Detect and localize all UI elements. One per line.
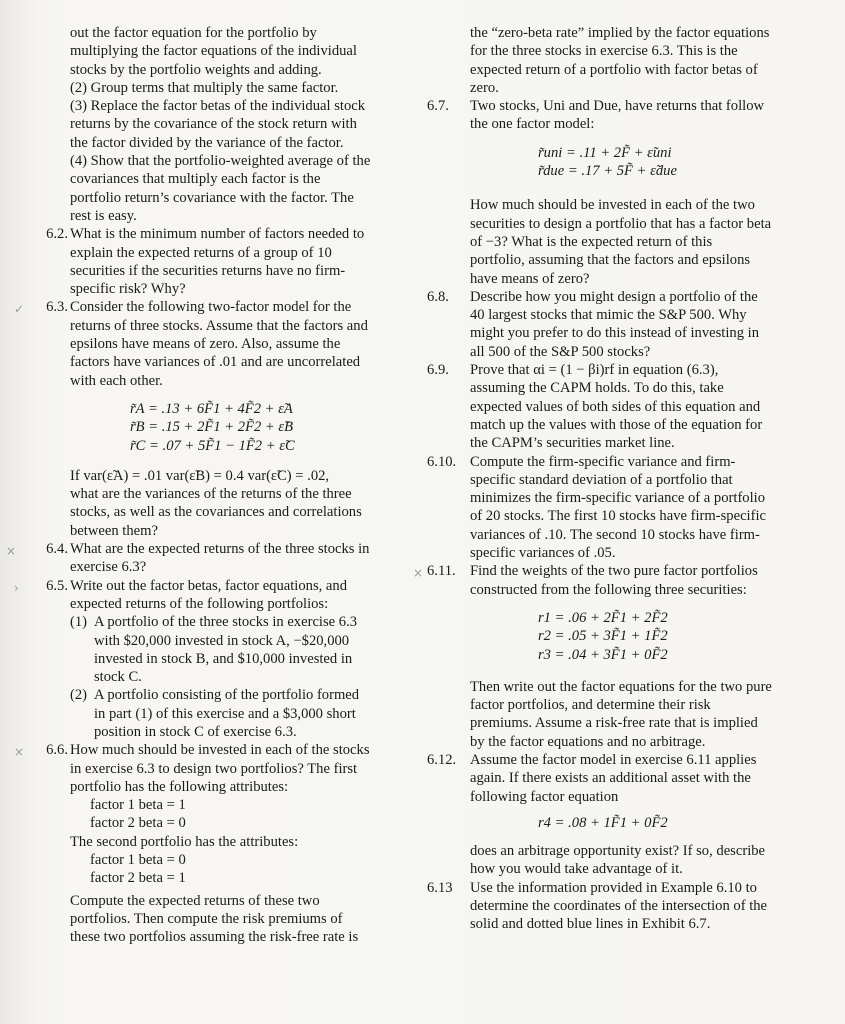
text-line: What is the minimum number of factors needed to <box>70 226 365 243</box>
text-line: Prove that αi = (1 − βi)rf in equation (6.3), <box>470 362 719 379</box>
attribute-list <box>70 851 412 888</box>
attribute-line: factor 2 beta = 0 <box>90 815 186 832</box>
equation-block <box>470 609 815 664</box>
text-line: How much should be invested in each of the stocks <box>70 742 370 759</box>
text-line: how you would take advantage of it. <box>470 861 683 878</box>
sub-item <box>70 613 412 686</box>
cross-mark-icon: × <box>14 745 25 760</box>
text-line: factor portfolios, and determine their risk <box>470 697 711 714</box>
text-line: all 500 of the S&P 500 stocks? <box>470 343 651 360</box>
exercise-number: 6.2. <box>46 226 68 243</box>
equation: r̃due = .17 + 5F̃ + ε̃due <box>538 163 677 180</box>
exercise-6-8 <box>423 288 815 361</box>
text-line: portfolio, assuming that the factors and epsilons <box>470 252 751 269</box>
equation-block <box>70 400 412 455</box>
text-line: returns of three stocks. Assume that the factors and <box>70 317 368 334</box>
text-line: for the three stocks in exercise 6.3. This is the <box>470 43 738 60</box>
exercise-number: 6.6. <box>46 742 68 759</box>
sub-item-label: (2) <box>70 687 88 704</box>
text-line: The second portfolio has the attributes: <box>70 833 299 850</box>
left-column <box>6 24 412 947</box>
text-line: What are the expected returns of the three stocks in <box>70 541 370 558</box>
exercise-number: 6.4. <box>46 541 68 558</box>
text-line: of −3? What is the expected return of this <box>470 233 713 250</box>
text-line: the “zero-beta rate” implied by the factor equations <box>470 25 770 41</box>
equation: r̃C = .07 + 5F̃1 − 1F̃2 + ε̃C <box>130 437 295 454</box>
text-line: with each other. <box>70 372 163 389</box>
sub-item-label: (1) <box>70 614 88 631</box>
text-line: epsilons have means of zero. Also, assume the <box>70 336 341 353</box>
text-line: portfolio return’s covariance with the factor. The <box>70 189 354 206</box>
text-line: securities if the securities returns have no firm- <box>70 262 346 279</box>
text-line: position in stock C of exercise 6.3. <box>94 723 297 740</box>
text-line: 40 largest stocks that mimic the S&P 500. Why <box>470 307 747 324</box>
attribute-list <box>70 796 412 833</box>
check-mark-icon: ✓ <box>14 302 25 317</box>
text-line: (4) Show that the portfolio-weighted average of the <box>70 153 371 170</box>
text-line: (2) Group terms that multiply the same factor. <box>70 79 339 96</box>
equation: r̃A = .13 + 6F̃1 + 4F̃2 + ε̃A <box>130 400 293 417</box>
text-line: If var(ε̃A) = .01 var(ε̃B) = 0.4 var(ε̃C) = .02, <box>70 467 330 484</box>
cross-mark-icon: × <box>413 566 424 581</box>
attribute-line: factor 2 beta = 1 <box>90 870 186 887</box>
text-line: variances of .10. The second 10 stocks have firm- <box>470 526 760 543</box>
text-line: following factor equation <box>470 788 619 805</box>
exercise-6-2 <box>40 225 412 298</box>
text-line: Find the weights of the two pure factor portfolios <box>470 563 758 580</box>
exercise-6-13 <box>423 879 815 934</box>
exercise-6-10 <box>423 453 815 563</box>
equation: r3 = .04 + 3F̃1 + 0F̃2 <box>538 646 668 663</box>
text-line: (3) Replace the factor betas of the individual stock <box>70 98 366 115</box>
text-line: stocks by the portfolio weights and adding. <box>70 61 322 78</box>
text-line: out the factor equation for the portfolio by <box>70 25 317 41</box>
right-column <box>413 24 815 934</box>
equation: r4 = .08 + 1F̃1 + 0F̃2 <box>538 814 668 831</box>
exercise-number: 6.7. <box>427 98 449 115</box>
text-line: Consider the following two-factor model for the <box>70 299 352 316</box>
attribute-line: factor 1 beta = 0 <box>90 852 186 869</box>
text-line: rest is easy. <box>70 207 137 224</box>
intro-paragraph <box>70 24 412 225</box>
text-line: specific variances of .05. <box>470 545 616 562</box>
text-line: determine the coordinates of the intersection of the <box>470 898 768 915</box>
equation: r1 = .06 + 2F̃1 + 2F̃2 <box>538 609 668 626</box>
equation: r̃B = .15 + 2F̃1 + 2F̃2 + ε̃B <box>130 419 294 436</box>
text-line: what are the variances of the returns of the three <box>70 486 352 503</box>
text-line: Assume the factor model in exercise 6.11 applies <box>470 751 757 768</box>
cross-mark-icon: × <box>6 544 17 559</box>
text-line: Use the information provided in Example 6.10 to <box>470 879 757 896</box>
text-line: between them? <box>70 522 158 539</box>
text-line: of 20 stocks. The first 10 stocks have firm-specific <box>470 508 766 525</box>
text-line: invested in stock B, and $10,000 invested in <box>94 650 353 667</box>
exercise-6-12 <box>423 751 815 879</box>
tick-mark-icon: › <box>14 580 19 595</box>
text-line: expected values of both sides of this equation and <box>470 398 761 415</box>
text-line: the factor divided by the variance of the factor. <box>70 134 344 151</box>
text-line: stocks, as well as the covariances and correlations <box>70 504 362 521</box>
sub-item <box>70 686 412 741</box>
equation-block <box>470 144 815 181</box>
attribute-line: factor 1 beta = 1 <box>90 797 186 814</box>
text-line: in exercise 6.3 to design two portfolios? The first <box>70 760 358 777</box>
text-line: portfolio has the following attributes: <box>70 778 289 795</box>
text-line: exercise 6.3? <box>70 559 147 576</box>
text-line: by the factor equations and no arbitrage. <box>470 733 706 750</box>
exercise-number: 6.11. <box>427 563 456 580</box>
text-line: specific standard deviation of a portfolio that <box>470 471 733 488</box>
text-line: Then write out the factor equations for the two pure <box>470 678 772 695</box>
equation: r2 = .05 + 3F̃1 + 1F̃2 <box>538 628 668 645</box>
exercise-6-3 <box>14 298 412 540</box>
text-line: stock C. <box>94 669 142 686</box>
text-line: returns by the covariance of the stock return with <box>70 116 357 133</box>
equation-block <box>470 814 815 832</box>
exercise-number: 6.10. <box>427 453 457 470</box>
text-line: again. If there exists an additional asset with the <box>470 770 751 787</box>
text-line: Describe how you might design a portfolio of the <box>470 288 758 305</box>
exercise-6-11 <box>413 562 815 751</box>
exercise-number: 6.5. <box>46 577 68 594</box>
text-line: expected returns of the following portfolios: <box>70 595 329 612</box>
text-line: does an arbitrage opportunity exist? If so, describe <box>470 843 766 860</box>
text-line: Compute the expected returns of these two <box>70 892 320 909</box>
text-line: premiums. Assume a risk-free rate that is implied <box>470 715 758 732</box>
text-line: securities to design a portfolio that has a factor beta <box>470 215 772 232</box>
text-line: Write out the factor betas, factor equations, and <box>70 577 347 594</box>
exercise-6-4 <box>6 540 412 577</box>
exercise-6-5 <box>14 577 412 742</box>
exercise-6-9 <box>423 361 815 452</box>
text-line: have means of zero? <box>470 270 590 287</box>
text-line: A portfolio of the three stocks in exercise 6.3 <box>94 614 358 631</box>
exercise-number: 6.9. <box>427 362 449 379</box>
text-line: Two stocks, Uni and Due, have returns that follow <box>470 98 765 115</box>
exercise-6-7 <box>423 97 815 288</box>
text-line: constructed from the following three securities: <box>470 581 747 598</box>
text-line: Compute the firm-specific variance and firm- <box>470 453 736 470</box>
text-line: in part (1) of this exercise and a $3,000 short <box>94 705 356 722</box>
text-line: multiplying the factor equations of the individual <box>70 43 357 60</box>
text-line: specific risk? Why? <box>70 281 186 298</box>
continuation-paragraph <box>470 24 815 97</box>
equation: r̃uni = .11 + 2F̃ + ε̃uni <box>538 144 672 161</box>
text-line: assuming the CAPM holds. To do this, take <box>470 380 724 397</box>
text-line: expected return of a portfolio with factor betas of <box>470 61 758 78</box>
text-line: match up the values with those of the equation for <box>470 416 763 433</box>
exercise-6-6 <box>14 741 412 946</box>
text-line: with $20,000 invested in stock A, −$20,000 <box>94 632 350 649</box>
text-line: the CAPM’s securities market line. <box>470 435 675 452</box>
exercise-number: 6.12. <box>427 751 457 768</box>
exercise-number: 6.3. <box>46 299 68 316</box>
text-line: factors have variances of .01 and are uncorrelated <box>70 354 361 371</box>
text-line: explain the expected returns of a group of 10 <box>70 244 332 261</box>
text-line: minimizes the firm-specific variance of a portfolio <box>470 490 766 507</box>
text-line: zero. <box>470 79 499 96</box>
text-line: might you prefer to do this instead of investing in <box>470 325 759 342</box>
text-line: How much should be invested in each of the two <box>470 197 755 214</box>
text-line: the one factor model: <box>470 116 595 133</box>
exercise-number: 6.13 <box>427 879 453 896</box>
text-line: solid and dotted blue lines in Exhibit 6.7. <box>470 916 711 933</box>
text-line: portfolios. Then compute the risk premiums of <box>70 910 343 927</box>
text-line: covariances that multiply each factor is the <box>70 171 321 188</box>
text-line: A portfolio consisting of the portfolio formed <box>94 687 360 704</box>
exercise-number: 6.8. <box>427 288 449 305</box>
text-line: these two portfolios assuming the risk-free rate is <box>70 929 359 946</box>
